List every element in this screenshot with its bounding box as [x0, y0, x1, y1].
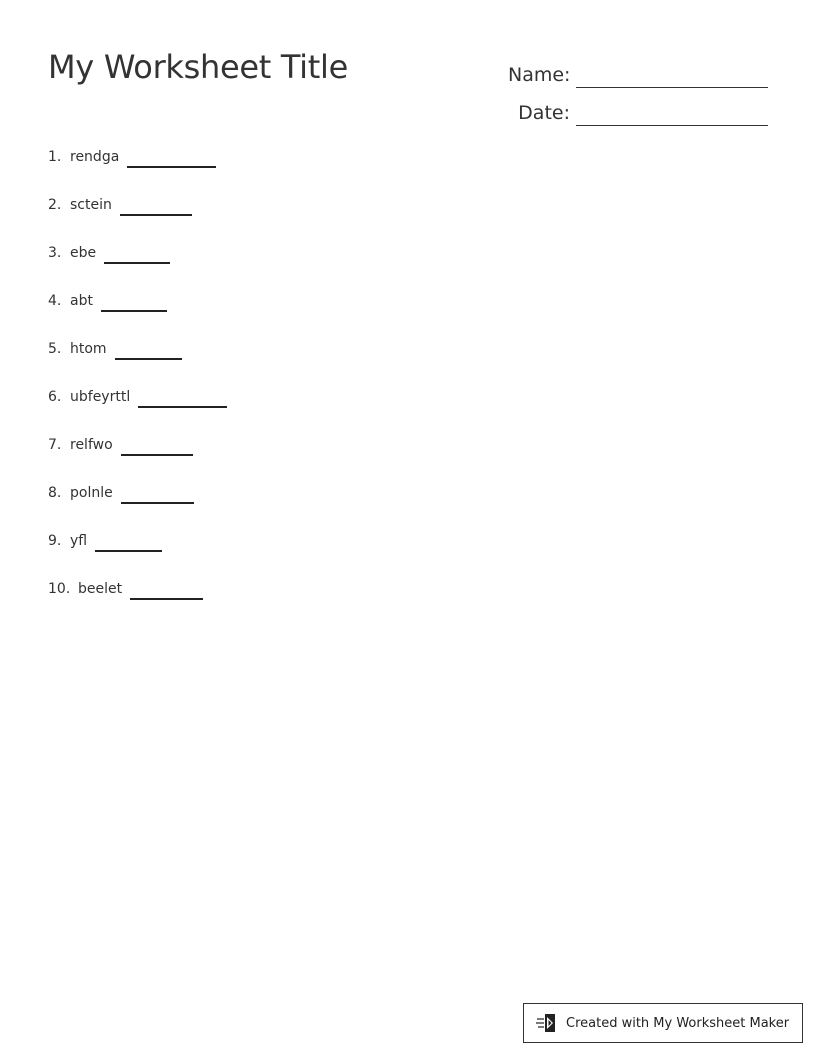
- question-item: [48, 336, 227, 384]
- question-item: [48, 144, 227, 192]
- scrambled-word: abt: [70, 293, 93, 309]
- question-number: 2.: [48, 197, 62, 213]
- scrambled-word: sctein: [70, 197, 112, 213]
- question-number: 10.: [48, 581, 71, 597]
- question-item: [48, 432, 227, 480]
- question-item: [48, 384, 227, 432]
- scrambled-word: polnle: [70, 485, 113, 501]
- question-item: [48, 240, 227, 288]
- question-item: [48, 480, 227, 528]
- question-number: 7.: [48, 437, 62, 453]
- scrambled-word: ebe: [70, 245, 97, 261]
- question-number: 4.: [48, 293, 62, 309]
- answer-blank[interactable]: [101, 288, 167, 312]
- name-field[interactable]: [576, 61, 768, 88]
- scrambled-word: rendga: [70, 149, 120, 165]
- question-item: [48, 288, 227, 336]
- question-item: [48, 576, 227, 624]
- question-item: [48, 192, 227, 240]
- scrambled-word: ubfeyrttl: [70, 389, 131, 405]
- question-list: [48, 144, 227, 624]
- answer-blank[interactable]: [121, 432, 193, 456]
- created-with-badge[interactable]: [523, 1003, 803, 1043]
- scrambled-word: beelet: [78, 581, 123, 597]
- question-number: 8.: [48, 485, 62, 501]
- date-row: [508, 88, 768, 126]
- worksheet-title: My Worksheet Title: [48, 48, 348, 86]
- question-item: [48, 528, 227, 576]
- question-number: 3.: [48, 245, 62, 261]
- date-label: Date:: [518, 102, 570, 124]
- badge-text: Created with My Worksheet Maker: [566, 1015, 790, 1031]
- answer-blank[interactable]: [104, 240, 170, 264]
- question-number: 5.: [48, 341, 62, 357]
- worksheet-maker-logo-icon: [536, 1012, 558, 1034]
- answer-blank[interactable]: [121, 480, 194, 504]
- name-row: [508, 50, 768, 88]
- scrambled-word: yfl: [70, 533, 88, 549]
- date-field[interactable]: [576, 99, 768, 126]
- name-label: Name:: [508, 64, 571, 86]
- answer-blank[interactable]: [115, 336, 182, 360]
- question-number: 9.: [48, 533, 62, 549]
- scrambled-word: relfwo: [70, 437, 113, 453]
- student-info: [508, 50, 768, 126]
- question-number: 1.: [48, 149, 62, 165]
- answer-blank[interactable]: [127, 144, 216, 168]
- answer-blank[interactable]: [138, 384, 227, 408]
- question-number: 6.: [48, 389, 62, 405]
- answer-blank[interactable]: [130, 576, 203, 600]
- scrambled-word: htom: [70, 341, 107, 357]
- answer-blank[interactable]: [95, 528, 162, 552]
- answer-blank[interactable]: [120, 192, 192, 216]
